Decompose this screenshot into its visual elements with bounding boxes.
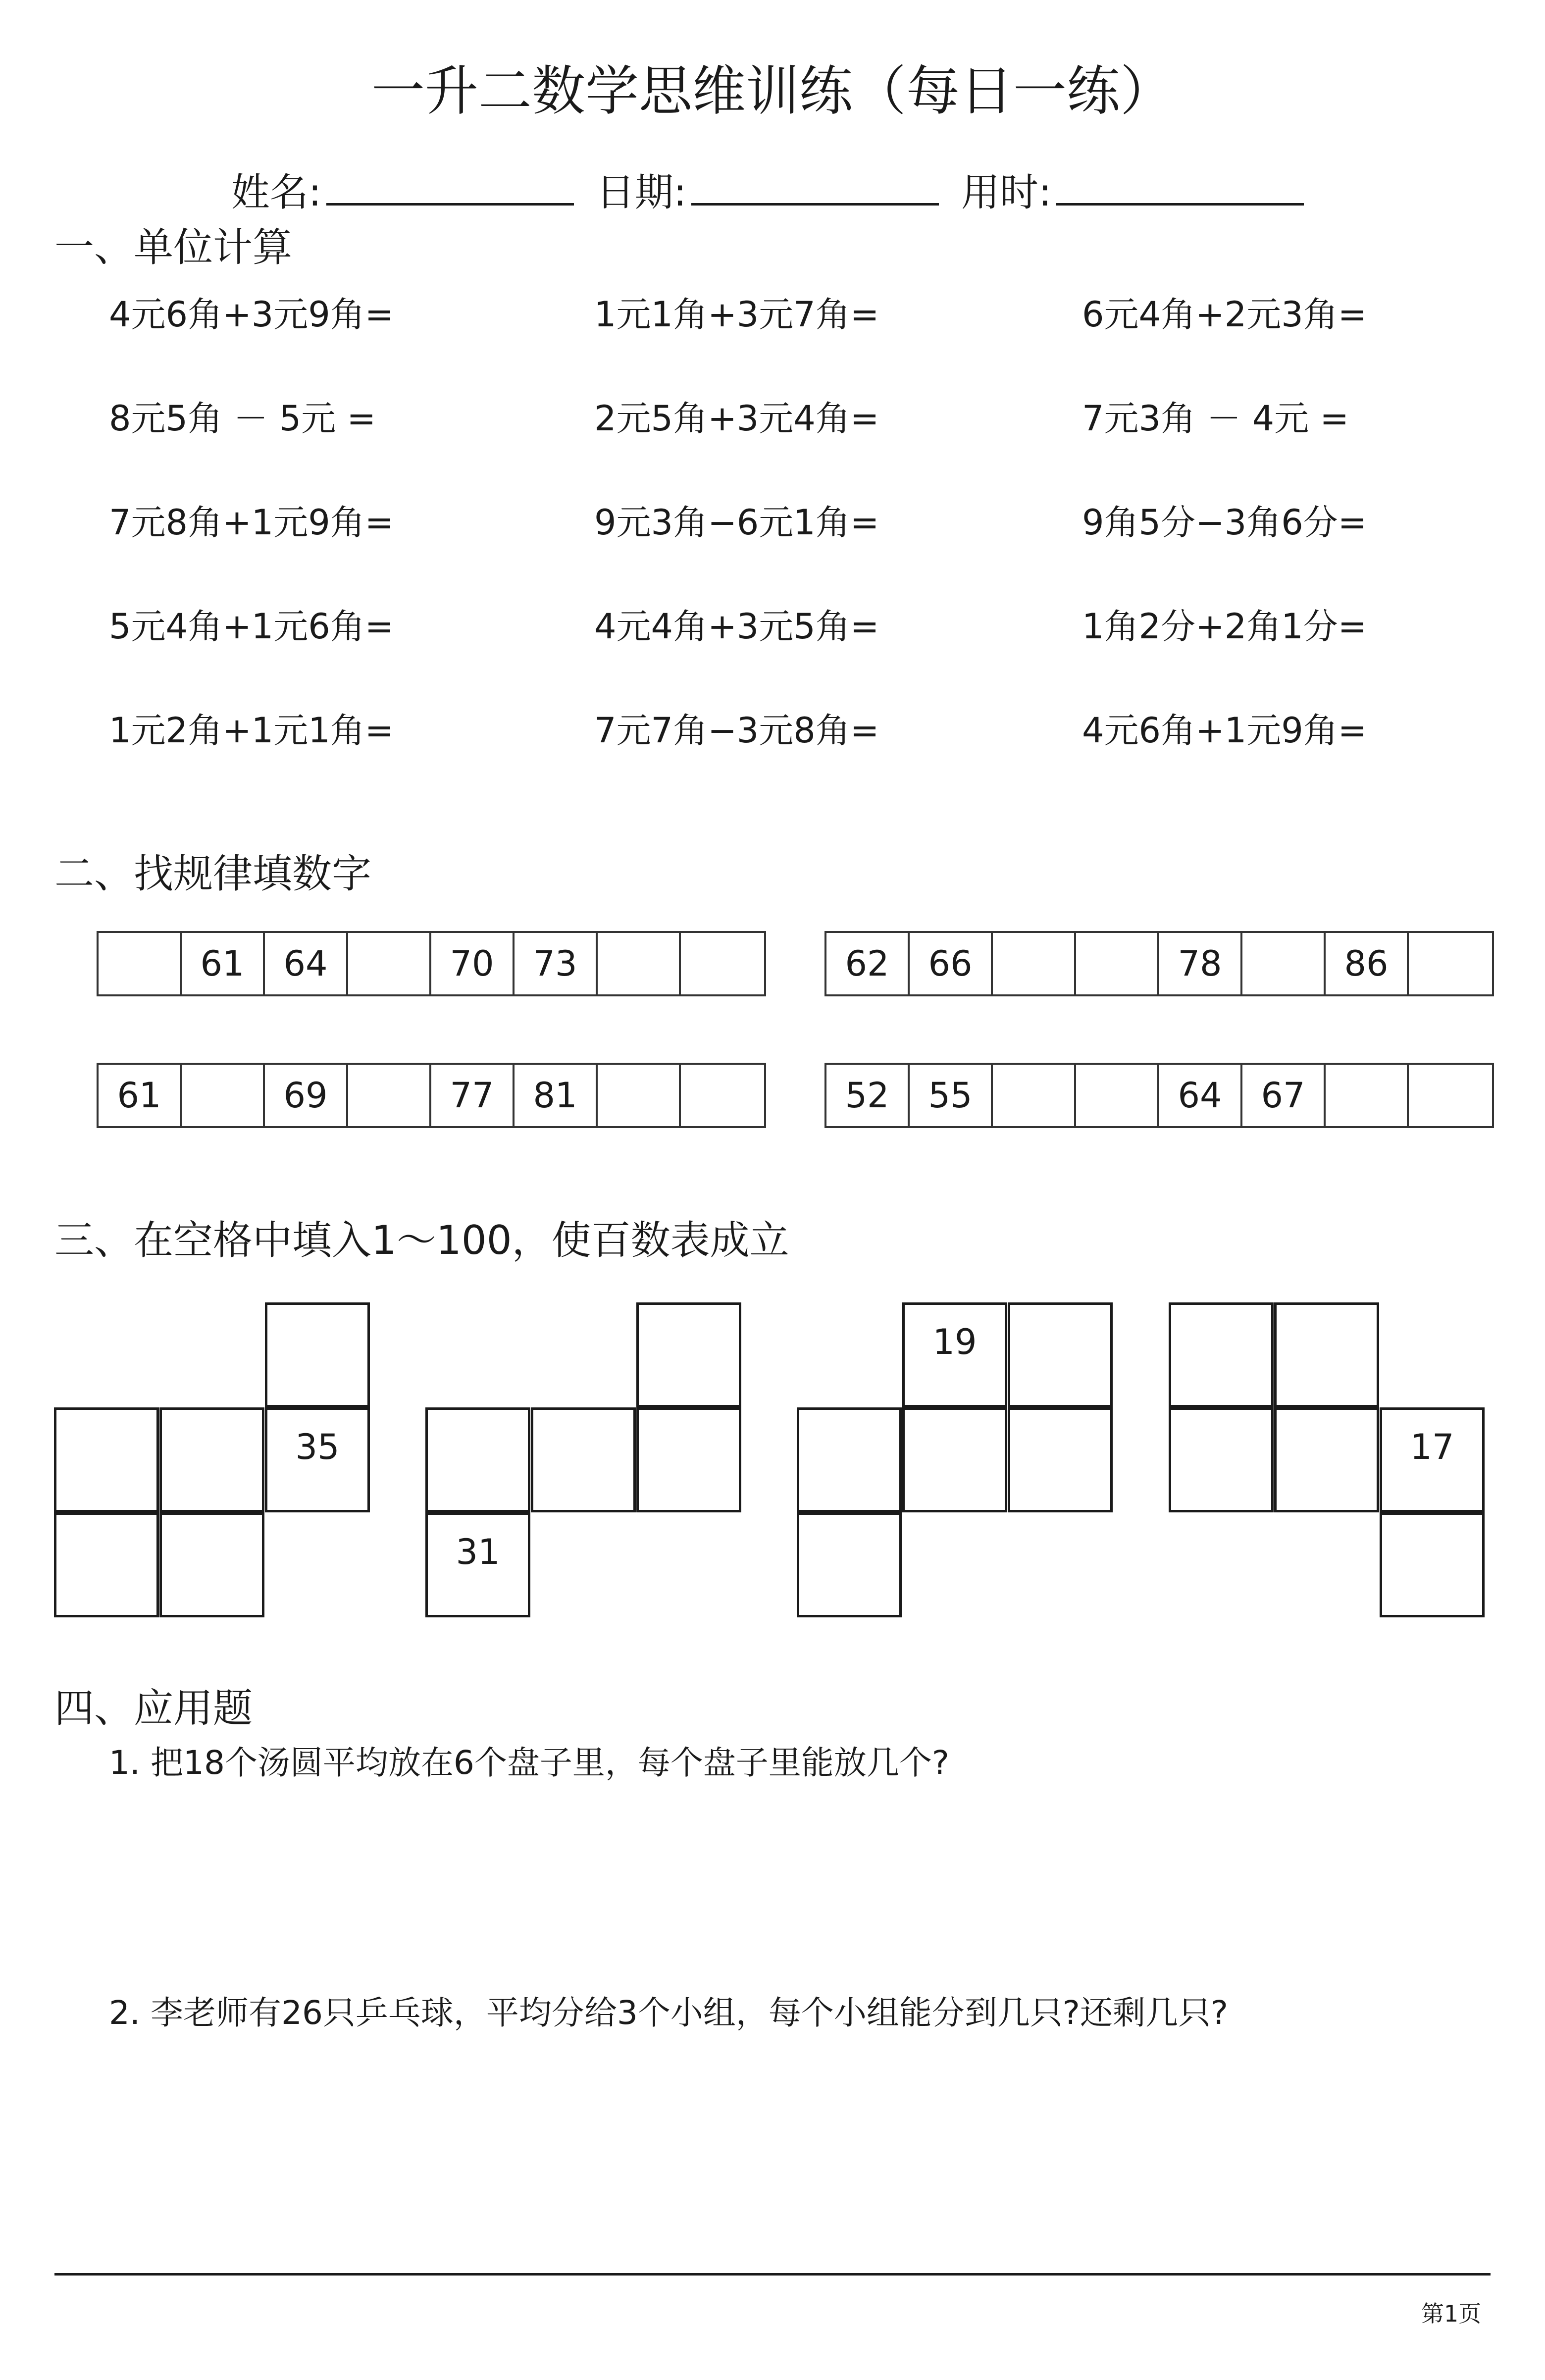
page-number: 第1页 (1421, 2300, 1482, 2327)
name-label: 姓名: (231, 170, 322, 215)
sequence-cell[interactable] (598, 933, 681, 994)
equation: 7元8角+1元9角= (109, 502, 394, 543)
sequence-cell[interactable]: 64 (1159, 1065, 1242, 1126)
equation: 6元4角+2元3角= (1082, 294, 1367, 335)
sequence-cell[interactable]: 78 (1159, 933, 1242, 994)
sequence-cell[interactable] (681, 1065, 764, 1126)
sequence-cell[interactable]: 73 (515, 933, 598, 994)
word-problem-2: 2. 李老师有26只乒乓球，平均分给3个小组，每个小组能分到几只?还剩几只? (109, 1994, 1228, 2032)
grid-cell[interactable] (797, 1512, 902, 1617)
footer-divider (54, 2273, 1491, 2276)
sequence-cell[interactable] (1409, 1065, 1492, 1126)
grid-cell[interactable] (636, 1302, 741, 1407)
grid-cell[interactable]: 17 (1380, 1407, 1485, 1512)
sequence-row-4 (824, 1063, 1494, 1128)
sequence-cell[interactable] (348, 1065, 431, 1126)
equation: 9角5分−3角6分= (1082, 502, 1367, 543)
sequence-cell[interactable] (1076, 933, 1159, 994)
equation: 7元7角−3元8角= (594, 710, 879, 751)
sequence-cell[interactable]: 61 (182, 933, 265, 994)
sequence-cell[interactable] (182, 1065, 265, 1126)
sequence-cell[interactable]: 70 (431, 933, 515, 994)
student-info-line (0, 163, 1545, 220)
grid-cell[interactable] (1380, 1512, 1485, 1617)
grid-cell[interactable] (54, 1407, 159, 1512)
grid-cell[interactable] (902, 1407, 1007, 1512)
name-blank[interactable] (326, 163, 574, 206)
grid-cell[interactable] (1008, 1407, 1113, 1512)
sequence-row-1 (97, 931, 766, 996)
grid-cell[interactable] (1008, 1302, 1113, 1407)
equation: 4元6角+3元9角= (109, 294, 394, 335)
sequence-cell[interactable]: 77 (431, 1065, 515, 1126)
sequence-cell[interactable]: 52 (826, 1065, 910, 1126)
sequence-cell[interactable]: 62 (826, 933, 910, 994)
equation: 9元3角−6元1角= (594, 502, 879, 543)
grid-cell[interactable] (159, 1407, 264, 1512)
sequence-cell[interactable]: 66 (910, 933, 993, 994)
grid-cell[interactable] (54, 1512, 159, 1617)
grid-cell[interactable]: 35 (265, 1407, 370, 1512)
grid-cell[interactable] (1274, 1302, 1379, 1407)
word-problem-1: 1. 把18个汤圆平均放在6个盘子里，每个盘子里能放几个? (109, 1744, 949, 1782)
sequence-row-3 (97, 1063, 766, 1128)
grid-cell[interactable]: 31 (425, 1512, 530, 1617)
time-label: 用时: (961, 170, 1052, 215)
time-blank[interactable] (1056, 163, 1304, 206)
grid-cell[interactable] (797, 1407, 902, 1512)
equation: 4元6角+1元9角= (1082, 710, 1367, 751)
sequence-cell[interactable]: 81 (515, 1065, 598, 1126)
equation: 1元1角+3元7角= (594, 294, 879, 335)
sequence-row-2 (824, 931, 1494, 996)
equation: 1角2分+2角1分= (1082, 606, 1367, 647)
sequence-cell[interactable] (1409, 933, 1492, 994)
equation: 7元3角 － 4元 = (1082, 398, 1349, 439)
grid-cell[interactable] (425, 1407, 530, 1512)
sequence-cell[interactable] (681, 933, 764, 994)
section2-heading: 二、找规律填数字 (54, 851, 371, 897)
sequence-cell[interactable] (1076, 1065, 1159, 1126)
grid-cell[interactable]: 19 (902, 1302, 1007, 1407)
equation: 4元4角+3元5角= (594, 606, 879, 647)
date-blank[interactable] (691, 163, 939, 206)
page-title: 一升二数学思维训练（每日一练） (371, 60, 1174, 122)
grid-cell[interactable] (1169, 1407, 1274, 1512)
grid-cell[interactable] (159, 1512, 264, 1617)
sequence-cell[interactable]: 86 (1326, 933, 1409, 994)
sequence-cell[interactable] (99, 933, 182, 994)
sequence-cell[interactable] (1326, 1065, 1409, 1126)
sequence-cell[interactable] (348, 933, 431, 994)
sequence-cell[interactable]: 61 (99, 1065, 182, 1126)
sequence-cell[interactable] (993, 933, 1076, 994)
grid-cell[interactable] (1274, 1407, 1379, 1512)
grid-cell[interactable] (636, 1407, 741, 1512)
equation: 1元2角+1元1角= (109, 710, 394, 751)
date-label: 日期: (596, 170, 687, 215)
equation: 5元4角+1元6角= (109, 606, 394, 647)
grid-cell[interactable] (531, 1407, 636, 1512)
sequence-cell[interactable]: 64 (265, 933, 348, 994)
grid-cell[interactable] (1169, 1302, 1274, 1407)
section3-heading: 三、在空格中填入1～100，使百数表成立 (54, 1217, 789, 1263)
equation: 2元5角+3元4角= (594, 398, 879, 439)
grid-cell[interactable] (265, 1302, 370, 1407)
sequence-cell[interactable] (993, 1065, 1076, 1126)
sequence-cell[interactable]: 67 (1242, 1065, 1326, 1126)
sequence-cell[interactable]: 69 (265, 1065, 348, 1126)
sequence-cell[interactable]: 55 (910, 1065, 993, 1126)
equation: 8元5角 － 5元 = (109, 398, 376, 439)
section1-heading: 一、单位计算 (54, 224, 292, 270)
section4-heading: 四、应用题 (54, 1685, 253, 1731)
sequence-cell[interactable] (598, 1065, 681, 1126)
sequence-cell[interactable] (1242, 933, 1326, 994)
